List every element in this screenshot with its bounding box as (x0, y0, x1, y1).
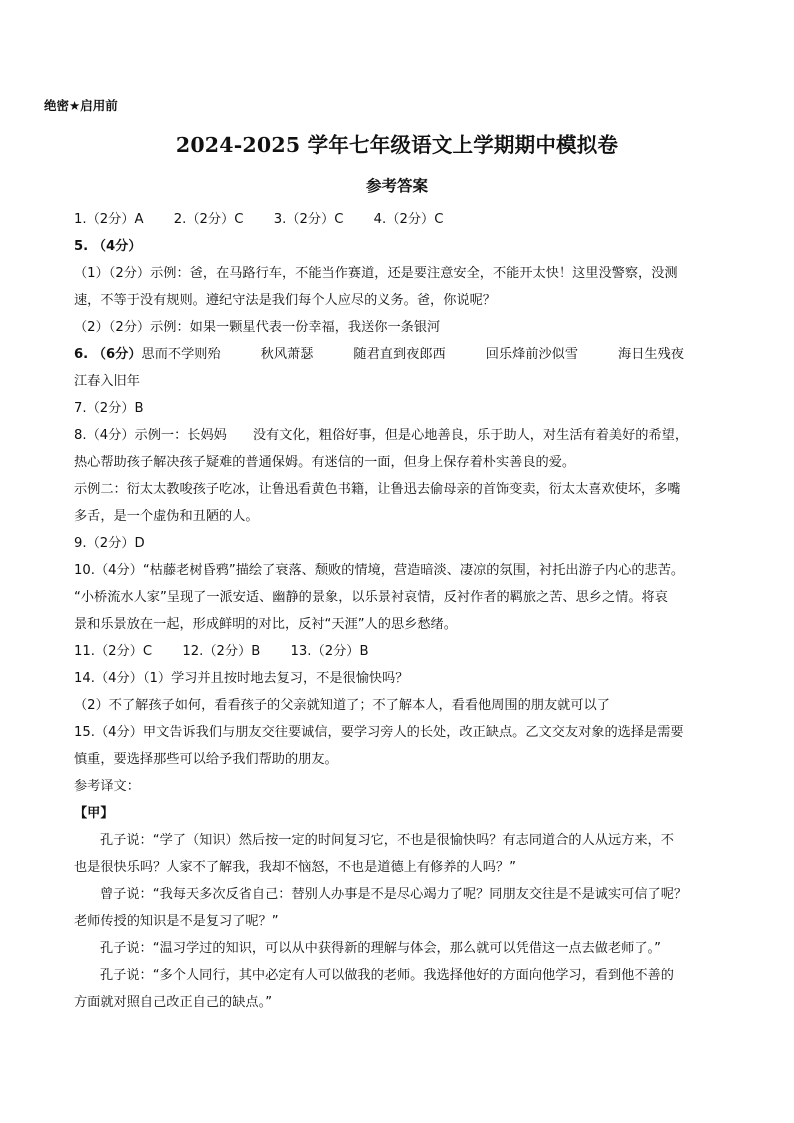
answer-q8-example2-cont: 多舌，是一个虚伪和丑陋的人。 (74, 509, 259, 524)
confidential-mark: 绝密★启用前 (44, 98, 118, 113)
answer-q8-cont: 热心帮助孩子解决孩子疑难的普通保姆。有迷信的一面，但身上保存着朴实善良的爱。 (74, 455, 576, 470)
translation-label: 参考译文： (74, 779, 140, 794)
answer-q12: 12.（2分）B (182, 644, 261, 659)
translation-paragraph-cont: 老师传授的知识是不是复习了呢？” (74, 914, 279, 929)
answer-q6-label: 6. （6分） (74, 347, 142, 362)
answer-q5-heading: 5. （4分） (74, 239, 142, 254)
translation-paragraph: 孔子说：“学了（知识）然后按一定的时间复习它，不也是很愉快吗？有志同道合的人从远方来，不 (100, 833, 674, 848)
answer-q5-part1: （1）（2分）示例：爸，在马路行车，不能当作赛道，还是要注意安全，不能开太快！这里没警察，没测 (74, 266, 678, 281)
answer-q14: 14.（4分）（1）学习并且按时地去复习，不是很愉快吗？ (74, 671, 409, 686)
answer-q6-item: 秋风萧瑟 (260, 347, 314, 362)
answer-q15: 15.（4分）甲文告诉我们与朋友交往要诚信，要学习旁人的长处，改正缺点。乙文交友对象的选择是需要 (74, 725, 684, 740)
answer-q11-13 (74, 642, 744, 662)
answer-q1: 1.（2分）A (74, 212, 144, 227)
answer-q9: 9.（2分）D (74, 536, 145, 551)
answer-q6-item: 思而不学则殆 (141, 347, 221, 362)
answer-q2: 2.（2分）C (173, 212, 244, 227)
answer-q5-part2: （2）（2分）示例：如果一颗星代表一份幸福，我送你一条银河 (74, 320, 441, 335)
answer-q6-item: 随君直到夜郎西 (353, 347, 446, 362)
answer-q4: 4.（2分）C (373, 212, 444, 227)
translation-paragraph-cont: 方面就对照自己改正自己的缺点。” (74, 995, 273, 1010)
answer-q8-example1-text: 没有文化，粗俗好事，但是心地善良，乐于助人，对生活有着美好的希望， (252, 428, 689, 443)
answer-q3: 3.（2分）C (273, 212, 344, 227)
answer-q10-cont: “小桥流水人家”呈现了一派安适、幽静的景象，以乐景衬哀情，反衬作者的羁旅之苦、思乡之情。将哀 (74, 590, 668, 605)
translation-paragraph: 孔子说：“温习学过的知识，可以从中获得新的理解与体会，那么就可以凭借这一点去做老师了。” (100, 941, 661, 956)
answer-q1-4 (74, 210, 744, 230)
answer-q11: 11.（2分）C (74, 644, 153, 659)
answer-q6-cont: 江春入旧年 (74, 374, 140, 389)
answer-q5-part1-cont: 速，不等于没有规则。遵纪守法是我们每个人应尽的义务。爸，你说呢？ (74, 293, 496, 308)
answer-q8-example1: 8.（4分）示例一：长妈妈 (74, 428, 227, 443)
page-title: 2024-2025 学年七年级语文上学期期中模拟卷 (175, 133, 619, 157)
translation-part-jia: 【甲】 (74, 806, 114, 821)
translation-paragraph: 曾子说：“我每天多次反省自己：替别人办事是不是尽心竭力了呢？同朋友交往是不是诚实可信了呢？ (100, 887, 688, 902)
answer-q14-cont: （2）不了解孩子如何，看看孩子的父亲就知道了；不了解本人，看看他周围的朋友就可以了 (74, 698, 610, 713)
translation-paragraph: 孔子说：“多个人同行，其中必定有人可以做我的老师。我选择他好的方面向他学习，看到他不善的 (100, 968, 674, 983)
answer-q10-cont: 景和乐景放在一起，形成鲜明的对比，反衬“天涯”人的思乡愁绪。 (74, 617, 457, 632)
answer-q8 (74, 426, 744, 446)
answer-q10: 10.（4分）“枯藤老树昏鸦”描绘了衰落、颓败的情境，营造暗淡、凄凉的氛围，衬托出游子内心的悲苦。 (74, 563, 685, 578)
answer-q7: 7.（2分）B (74, 401, 144, 416)
answer-q6-item: 海日生残夜 (618, 347, 684, 362)
answer-q8-example2: 示例二：衍太太教唆孩子吃冰，让鲁迅看黄色书籍，让鲁迅去偷母亲的首饰变卖，衍太太喜欢使坏，多嘴 (74, 482, 681, 497)
answer-q15-cont: 慎重，要选择那些可以给予我们帮助的朋友。 (74, 752, 338, 767)
translation-paragraph-cont: 也是很快乐吗？人家不了解我，我却不恼怒，不也是道德上有修养的人吗？” (74, 860, 517, 875)
answer-q6-item: 回乐烽前沙似雪 (485, 347, 579, 362)
answer-q13: 13.（2分）B (290, 644, 369, 659)
page-subtitle: 参考答案 (365, 176, 428, 195)
answer-q6 (74, 345, 744, 365)
